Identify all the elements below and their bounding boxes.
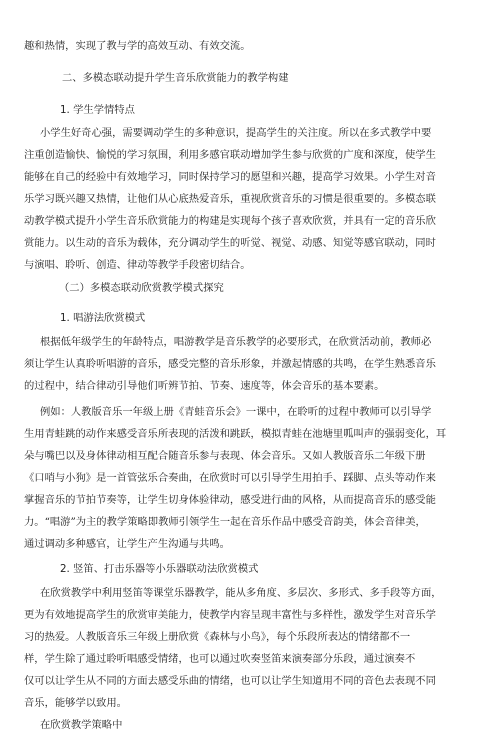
text-line: 《口哨与小狗》是一首管弦乐合奏曲，在欣赏时可以引导学生用拍手、踩脚、点头等动作来 [24, 472, 436, 484]
text-line: 动教学模式提升小学生音乐欣赏能力的构建是实现每个孩子喜欢欣赏，并具有一定的音乐欣 [24, 215, 436, 227]
text-line: 通过调动多种感官，让学生产生沟通与共鸣。 [24, 538, 230, 550]
text-line: 音乐，能够学以致用。 [24, 697, 127, 709]
text-line: 掌握音乐的节拍节奏等，让学生切身体验律动，感受进行曲的风格，从而提高音乐的感受能 [24, 494, 436, 506]
text-line: 例如：人教版音乐一年级上册《青蛙音乐会》一课中，在聆听的过程中教师可以引导学 [40, 406, 432, 418]
text-line: 朵与嘴巴以及身体律动相互配合随音乐参与表现、体会音乐。又如人教版音乐二年级下册 [24, 450, 426, 462]
text-line: 趣和热情，实现了教与学的高效互动、有效交流。 [24, 40, 251, 52]
subsection-heading: （二）多模态联动欣赏教学模式探究 [59, 282, 224, 294]
text-line: 小学生好奇心强，需要调动学生的多种意识，提高学生的关注度。所以在多式教学中要 [40, 127, 432, 139]
text-line: 在欣赏教学中利用竖笛等课堂乐器教学，能从多角度、多层次、多形式、多手段等方面， [40, 587, 442, 599]
subsection-heading: 1. 学生学情特点 [60, 104, 135, 116]
text-line: 仅可以让学生从不同的方面去感受乐曲的情绪，也可以让学生知道用不同的音色去表现不同 [24, 675, 436, 687]
text-line: 力。“唱游”为主的教学策略即教师引领学生一起在音乐作品中感受音韵美，体会音律美， [24, 516, 426, 528]
text-line: 更为有效地提高学生的欣赏审美能力，使教学内容呈现丰富性与多样性，激发学生对音乐学 [24, 609, 436, 621]
text-line: 赏能力。以生动的音乐为载体，充分调动学生的听觉、视觉、动感、知觉等感官联动，同时 [24, 237, 436, 249]
text-line: 的过程中，结合律动引导他们听辨节拍、节奏、速度等，体会音乐的基本要素。 [24, 380, 385, 392]
section-heading: 二、多模态联动提升学生音乐欣赏能力的教学构建 [62, 72, 289, 84]
text-line: 与演唱、聆听、创造、律动等教学手段密切结合。 [24, 259, 251, 271]
text-line: 能够在自己的经验中有效地学习，同时保持学习的愿望和兴趣，提高学习效果。小学生对音 [24, 171, 436, 183]
subsection-heading: 1. 唱游法欣赏模式 [60, 312, 146, 324]
text-line: 生用青蛙跳的动作来感受音乐所表现的活泼和跳跃，模拟青蛙在池塘里呱叫声的强弱变化，耳 [24, 428, 447, 440]
text-line: 注重创造愉快、愉悦的学习氛围，利用多感官联动增加学生参与欣赏的广度和深度，使学生 [24, 149, 436, 161]
text-line: 乐学习既兴趣又热情，让他们从心底热爱音乐，重视欣赏音乐的习惯是很重要的。多模态联 [24, 193, 436, 205]
text-line: 样，学生除了通过聆听唱感受情绪，也可以通过吹奏竖笛来演奏部分乐段，通过演奏不 [24, 653, 416, 665]
text-line: 习的热爱。人教版音乐三年级上册欣赏《森林与小鸟》，每个乐段所表达的情绪都不一 [24, 631, 411, 643]
text-line: 须让学生认真聆听唱游的音乐，感受完整的音乐形象，并激起情感的共鸣，在学生熟悉音乐 [24, 358, 436, 370]
text-line: 根据低年级学生的年龄特点，唱游教学是音乐教学的必要形式，在欣赏活动前，教师必 [40, 336, 432, 348]
text-line: 在欣赏教学策略中 [40, 719, 123, 731]
subsection-heading: 2. 竖笛、打击乐器等小乐器联动法欣赏模式 [60, 563, 259, 575]
